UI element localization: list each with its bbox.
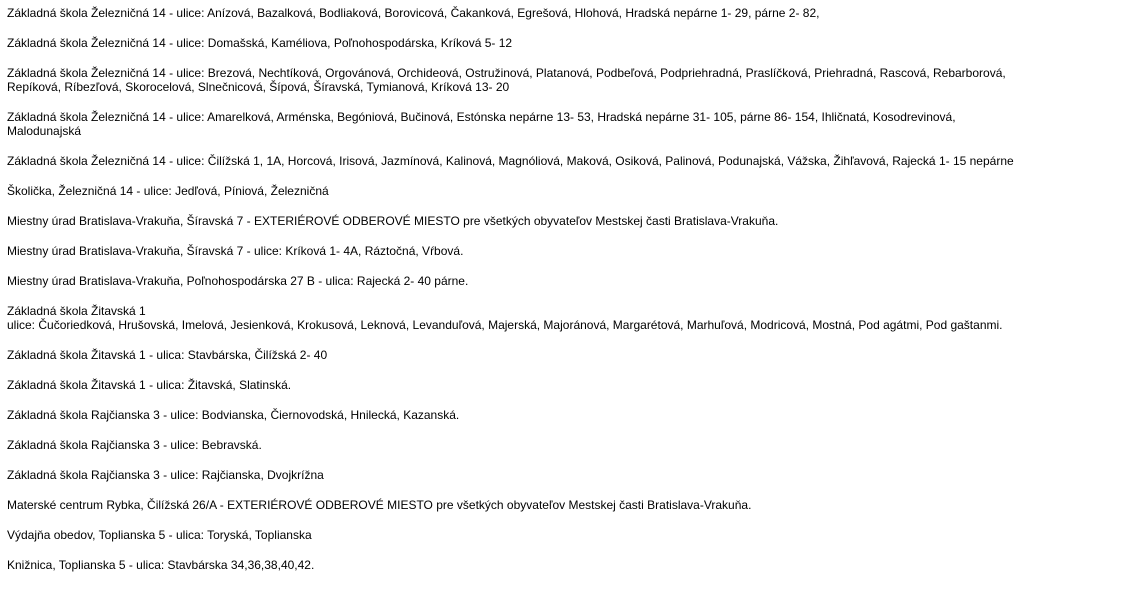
entry-1 bbox=[7, 6, 1133, 20]
entry-line: Základná škola Železničná 14 - ulice: Čilížská 1, 1A, Horcová, Irisová, Jazmínová, Kalinová, Magnóliová, Maková, Osiková, Palinová, Podunajská, Vážska, Žihľavová, Rajecká 1- 15 nepárne bbox=[7, 154, 1014, 168]
entry-line: Základná škola Železničná 14 - ulice: Brezová, Nechtíková, Orgovánová, Orchideová, Ostružinová, Platanová, Podbeľová, Podpriehradná, Praslíčková, Priehradná, Rascová, Rebarborová, bbox=[7, 66, 1006, 80]
entry-line: Výdajňa obedov, Toplianska 5 - ulica: Toryská, Toplianska bbox=[7, 528, 312, 542]
entry-4 bbox=[7, 110, 1133, 138]
entry-line: Základná škola Železničná 14 - ulice: Anízová, Bazalková, Bodliaková, Borovicová, Čakanková, Egrešová, Hlohová, Hradská nepárne 1- 29, párne 2- 82, bbox=[7, 6, 820, 20]
entry-15 bbox=[7, 468, 1133, 482]
entry-line: Základná škola Žitavská 1 - ulica: Žitavská, Slatinská. bbox=[7, 378, 292, 392]
entry-14 bbox=[7, 438, 1133, 452]
entry-line: Základná škola Rajčianska 3 - ulice: Rajčianska, Dvojkrížna bbox=[7, 468, 324, 482]
entry-9 bbox=[7, 274, 1133, 288]
entry-18 bbox=[7, 558, 1133, 572]
entry-line: Miestny úrad Bratislava-Vrakuňa, Poľnohospodárska 27 B - ulica: Rajecká 2- 40 párne. bbox=[7, 274, 469, 288]
entry-16 bbox=[7, 498, 1133, 512]
entry-line: Školička, Železničná 14 - ulice: Jedľová, Píniová, Železničná bbox=[7, 184, 329, 198]
entry-6 bbox=[7, 184, 1133, 198]
entry-line: Základná škola Žitavská 1 bbox=[7, 304, 146, 318]
entry-13 bbox=[7, 408, 1133, 422]
entry-12 bbox=[7, 378, 1133, 392]
entry-8 bbox=[7, 244, 1133, 258]
entry-line: Základná škola Rajčianska 3 - ulice: Bodvianska, Čiernovodská, Hnilecká, Kazanská. bbox=[7, 408, 460, 422]
entry-2 bbox=[7, 36, 1133, 50]
entry-3 bbox=[7, 66, 1133, 94]
entry-7 bbox=[7, 214, 1133, 228]
entry-11 bbox=[7, 348, 1133, 362]
entry-5 bbox=[7, 154, 1133, 168]
entry-line: Základná škola Železničná 14 - ulice: Amarelková, Arménska, Begóniová, Bučinová, Estónska nepárne 13- 53, Hradská nepárne 31- 105, párne 86- 154, Ihličnatá, Kosodrevinová, bbox=[7, 110, 956, 124]
entry-17 bbox=[7, 528, 1133, 542]
entry-10 bbox=[7, 304, 1133, 332]
entry-line: Základná škola Rajčianska 3 - ulice: Bebravská. bbox=[7, 438, 262, 452]
entry-line: Základná škola Žitavská 1 - ulica: Stavbárska, Čilížská 2- 40 bbox=[7, 348, 328, 362]
entry-line-continued: ulice: Čučoriedková, Hrušovská, Imelová, Jesienková, Krokusová, Leknová, Levanduľová, Majerská, Majoránová, Margarétová, Marhuľová, Modricová, Mostná, Pod agátmi, Pod gaštanmi. bbox=[7, 318, 1003, 332]
entry-line: Knižnica, Toplianska 5 - ulica: Stavbárska 34,36,38,40,42. bbox=[7, 558, 315, 572]
entry-line: Miestny úrad Bratislava-Vrakuňa, Šíravská 7 - ulice: Kríková 1- 4A, Ráztočná, Vŕbová. bbox=[7, 244, 464, 258]
entry-line-continued: Repíková, Ríbezľová, Skorocelová, Slnečnicová, Šípová, Šíravská, Tymianová, Kríková 13- 20 bbox=[7, 80, 510, 94]
document-body bbox=[7, 6, 1133, 588]
entry-line: Materské centrum Rybka, Čilížská 26/A - EXTERIÉROVÉ ODBEROVÉ MIESTO pre všetkých obyvateľov Mestskej časti Bratislava-Vrakuňa. bbox=[7, 498, 752, 512]
entry-line: Miestny úrad Bratislava-Vrakuňa, Šíravská 7 - EXTERIÉROVÉ ODBEROVÉ MIESTO pre všetkých obyvateľov Mestskej časti Bratislava-Vrakuňa. bbox=[7, 214, 779, 228]
entry-line-continued: Malodunajská bbox=[7, 124, 82, 138]
entry-line: Základná škola Železničná 14 - ulice: Domašská, Kaméliova, Poľnohospodárska, Kríková 5- 12 bbox=[7, 36, 513, 50]
